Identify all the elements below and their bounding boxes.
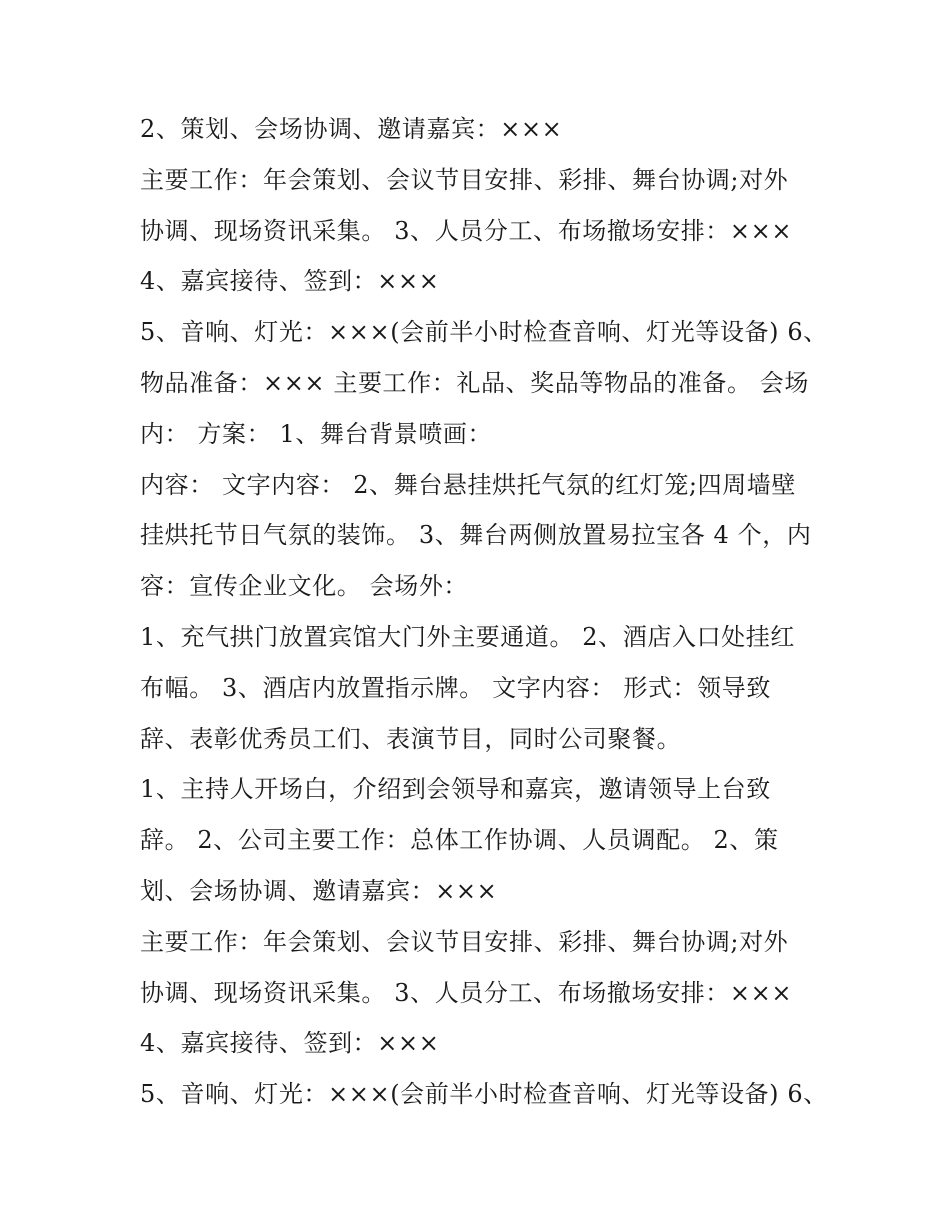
text-line: 协调、现场资讯采集。 3、人员分工、布场撤场安排：××× [140, 216, 793, 245]
text-line: 主要工作：年会策划、会议节目安排、彩排、舞台协调;对外 [140, 165, 789, 194]
text-line: 内： 方案： 1、舞台背景喷画： [140, 419, 493, 448]
text-line: 1、主持人开场白，介绍到会领导和嘉宾，邀请领导上台致 [140, 775, 771, 804]
text-line: 挂烘托节日气氛的装饰。 3、舞台两侧放置易拉宝各 4 个，内 [140, 521, 812, 550]
text-line: 主要工作：年会策划、会议节目安排、彩排、舞台协调;对外 [140, 927, 789, 956]
text-line: 内容： 文字内容： 2、舞台悬挂烘托气氛的红灯笼;四周墙壁 [140, 470, 797, 499]
text-line: 5、音响、灯光：×××(会前半小时检查音响、灯光等设备) 6、 [140, 1080, 828, 1109]
text-line: 协调、现场资讯采集。 3、人员分工、布场撤场安排：××× [140, 978, 793, 1007]
text-line: 布幅。 3、酒店内放置指示牌。 文字内容： 形式：领导致 [140, 673, 771, 702]
text-line: 容：宣传企业文化。 会场外： [140, 572, 469, 601]
text-line: 划、会场协调、邀请嘉宾：××× [140, 876, 498, 905]
text-line: 2、策划、会场协调、邀请嘉宾：××× [140, 115, 563, 143]
text-line: 1、充气拱门放置宾馆大门外主要通道。 2、酒店入口处挂红 [140, 622, 795, 651]
text-line: 4、嘉宾接待、签到：××× [140, 267, 440, 296]
text-line: 4、嘉宾接待、签到：××× [140, 1029, 440, 1058]
text-line: 物品准备：××× 主要工作：礼品、奖品等物品的准备。 会场 [140, 368, 809, 397]
text-line: 辞、表彰优秀员工们、表演节目，同时公司聚餐。 [140, 724, 682, 753]
text-line: 5、音响、灯光：×××(会前半小时检查音响、灯光等设备) 6、 [140, 318, 828, 347]
text-line: 辞。 2、公司主要工作：总体工作协调、人员调配。 2、策 [140, 826, 779, 855]
document-body [140, 104, 828, 1120]
